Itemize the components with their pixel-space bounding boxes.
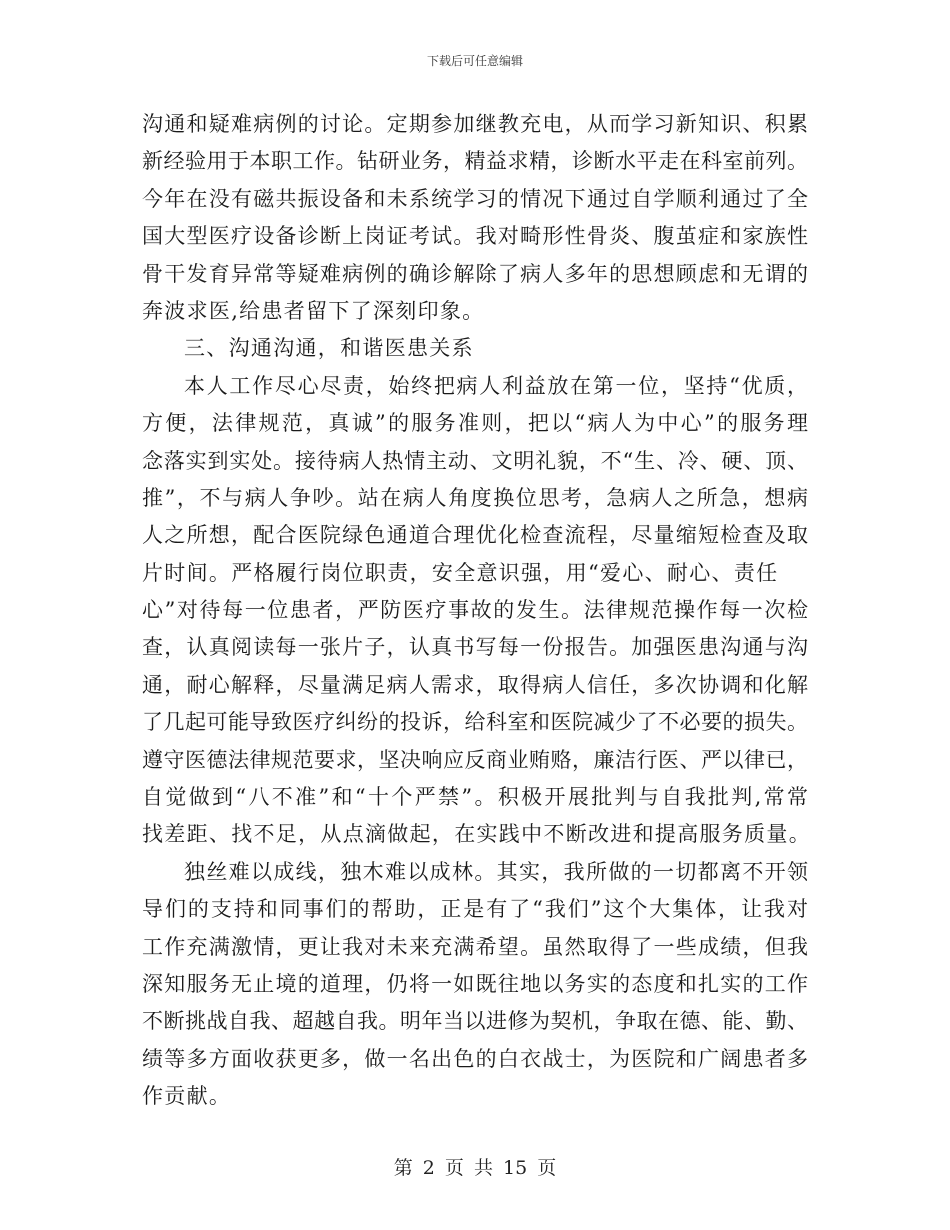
text-line: 不断挑战自我、超越自我。明年当以进修为契机，争取在德、能、勤、 xyxy=(142,1009,808,1034)
text-line: 找差距、找不足，从点滴做起，在实践中不断改进和提高服务质量。 xyxy=(142,822,811,847)
document-body xyxy=(142,106,811,1116)
text-line: 工作充满激情，更让我对未来充满希望。虽然取得了一些成绩，但我 xyxy=(142,934,808,959)
text-line: 奔波求医,给患者留下了深刻印象。 xyxy=(142,298,485,323)
text-line: 心”对待每一位患者，严防医疗事故的发生。法律规范操作每一次检 xyxy=(142,598,808,623)
text-line: 自觉做到“八不准”和“十个严禁”。积极开展批判与自我批判,常常 xyxy=(142,785,808,810)
text-line: 遵守医德法律规范要求，坚决响应反商业贿赂，廉洁行医、严以律已， xyxy=(142,747,808,772)
text-line: 骨干发育异常等疑难病例的确诊解除了病人多年的思想顾虑和无谓的 xyxy=(142,261,808,286)
paragraph-first-line: 本人工作尽心尽责，始终把病人利益放在第一位，坚持“优质， xyxy=(184,373,808,398)
text-line: 查，认真阅读每一张片子，认真书写每一份报告。加强医患沟通与沟 xyxy=(142,635,808,660)
text-line: 方便，法律规范，真诚”的服务准则，把以“病人为中心”的服务理 xyxy=(142,411,808,436)
text-line: 沟通和疑难病例的讨论。定期参加继教充电，从而学习新知识、积累 xyxy=(142,112,808,136)
text-line: 人之所想，配合医院绿色通道合理优化检查流程，尽量缩短检查及取 xyxy=(142,523,808,548)
paragraph-first-line: 独丝难以成线，独木难以成林。其实，我所做的一切都离不开领 xyxy=(184,859,808,884)
text-line: 片时间。严格履行岗位职责，安全意识强，用“爱心、耐心、责任 xyxy=(142,560,779,585)
page-footer: 第 2 页 共 15 页 xyxy=(393,1157,557,1179)
text-line: 推”，不与病人争吵。站在病人角度换位思考，急病人之所急，想病 xyxy=(142,485,808,510)
section-heading: 三、沟通沟通，和谐医患关系 xyxy=(184,336,474,361)
text-line: 绩等多方面收获更多，做一名出色的白衣战士，为医院和广阔患者多 xyxy=(142,1046,808,1071)
page-header: 下载后可任意编辑 xyxy=(426,54,523,68)
text-line: 念落实到实处。接待病人热情主动、文明礼貌，不“生、冷、硬、顶、 xyxy=(142,448,808,473)
text-line: 国大型医疗设备诊断上岗证考试。我对畸形性骨炎、腹茧症和家族性 xyxy=(142,224,808,249)
text-line: 新经验用于本职工作。钻研业务，精益求精，诊断水平走在科室前列。 xyxy=(142,149,808,174)
text-line: 了几起可能导致医疗纠纷的投诉，给科室和医院减少了不必要的损失。 xyxy=(142,710,808,735)
text-line: 通，耐心解释，尽量满足病人需求，取得病人信任，多次协调和化解 xyxy=(142,672,808,697)
text-line: 深知服务无止境的道理，仍将一如既往地以务实的态度和扎实的工作 xyxy=(142,971,808,996)
text-line: 作贡献。 xyxy=(142,1084,232,1109)
text-line: 导们的支持和同事们的帮助，正是有了“我们”这个大集体，让我对 xyxy=(142,897,808,922)
text-line: 今年在没有磁共振设备和未系统学习的情况下通过自学顺利通过了全 xyxy=(142,186,808,211)
